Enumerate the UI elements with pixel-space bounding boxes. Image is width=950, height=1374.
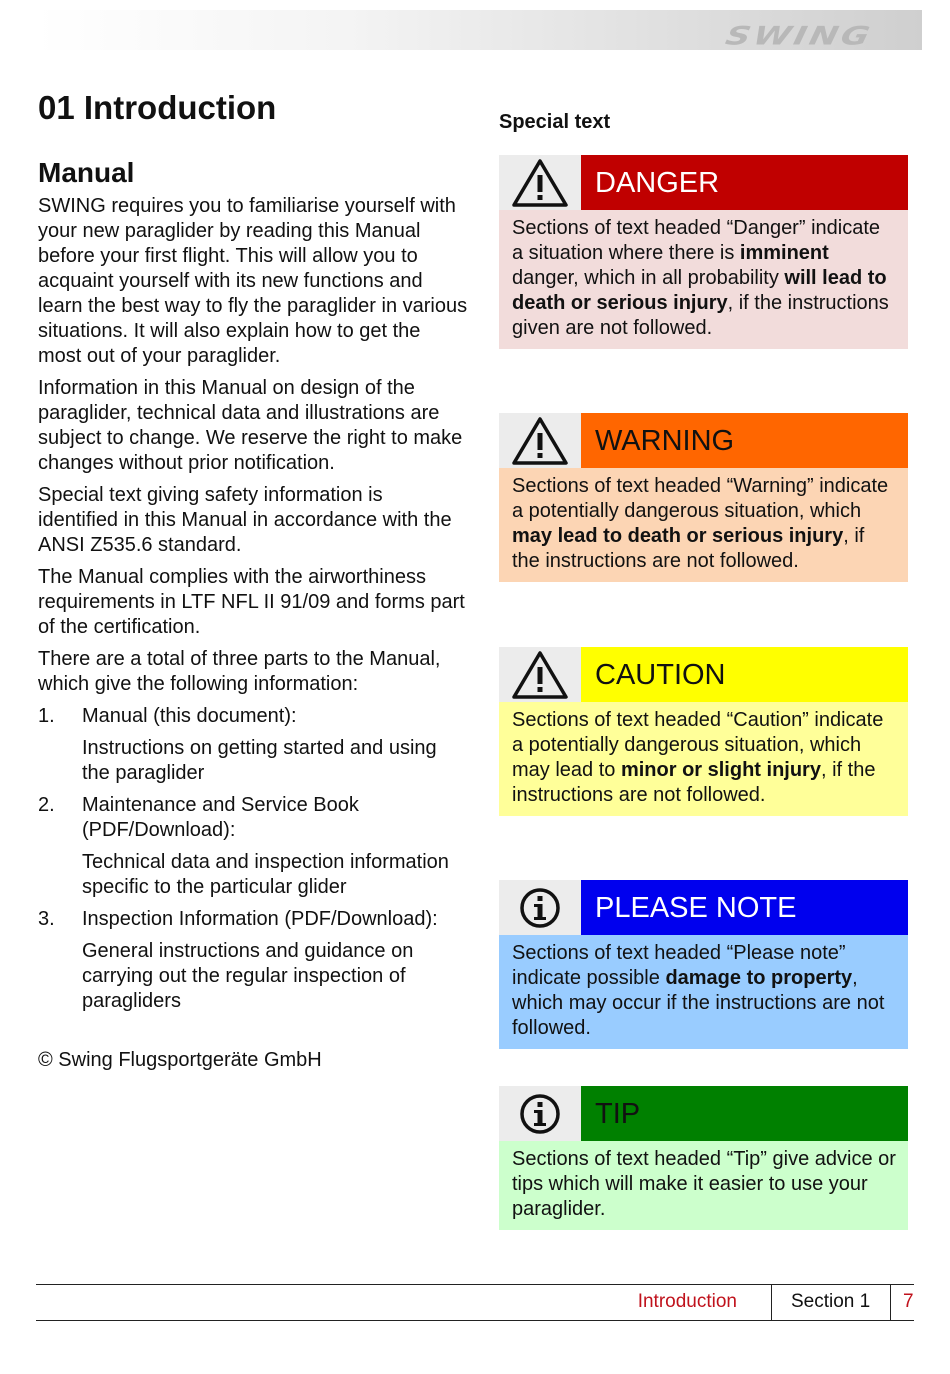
notice-text: Sections of text headed “Please note” indicate possible <box>512 942 846 989</box>
footer-divider <box>36 1320 914 1321</box>
footer-separator <box>771 1284 772 1321</box>
list-number: 2. <box>38 794 55 816</box>
page-number: 7 <box>903 1291 914 1312</box>
list-item-title: Manual (this document): <box>82 705 297 727</box>
paragraph: The Manual complies with the airworthiness requirements in LTF NFL II 91/09 and forms part of the certification. <box>38 566 465 638</box>
paragraph: Information in this Manual on design of the paraglider, technical data and illustrations are subject to change. We reserve the right to make changes without prior notification. <box>38 377 463 474</box>
notice-label: TIP <box>581 1086 908 1141</box>
list-item <box>38 793 468 843</box>
notice-text: Sections of text headed “Tip” give advice or tips which will make it easier to use your paraglider. <box>512 1148 896 1220</box>
notice-body <box>499 935 908 1049</box>
list-item <box>38 704 468 729</box>
warning-notice <box>499 413 908 582</box>
notice-body <box>499 702 908 816</box>
page-title: 01 Introduction <box>38 89 277 126</box>
notice-text: Sections of text headed “Danger” indicate a situation where there is <box>512 217 880 264</box>
copyright-notice: © Swing Flugsportgeräte GmbH <box>38 1049 322 1071</box>
notice-header <box>499 880 908 935</box>
notice-label: CAUTION <box>581 647 908 702</box>
info-circle-icon <box>499 880 581 935</box>
please-note-notice <box>499 880 908 1049</box>
notice-body <box>499 210 908 349</box>
notice-label: WARNING <box>581 413 908 468</box>
list-number: 3. <box>38 908 55 930</box>
list-item-description: General instructions and guidance on carrying out the regular inspection of paragliders <box>82 940 414 1012</box>
notice-text: , if the instructions given are not followed. <box>512 292 889 339</box>
paragraph: Special text giving safety information is identified in this Manual in accordance with the ANSI Z535.6 standard. <box>38 484 452 556</box>
notice-header <box>499 413 908 468</box>
list-item-title: Maintenance and Service Book (PDF/Download): <box>82 794 359 841</box>
list-number: 1. <box>38 705 55 727</box>
notice-header <box>499 155 908 210</box>
notice-emphasis: may lead to death or serious injury <box>512 525 844 547</box>
notice-emphasis: will lead to death or serious injury <box>512 267 887 314</box>
info-circle-icon <box>499 1086 581 1141</box>
swing-logo: SWING <box>722 21 876 51</box>
notice-header <box>499 1086 908 1141</box>
notice-text: , if the instructions are not followed. <box>512 759 876 806</box>
footer-section-label: Section 1 <box>791 1291 871 1312</box>
list-item <box>38 907 468 932</box>
list-item-title: Inspection Information (PDF/Download): <box>82 908 438 930</box>
notice-label: PLEASE NOTE <box>581 880 908 935</box>
list-item-description: Instructions on getting started and using the paraglider <box>82 737 437 784</box>
notice-body <box>499 468 908 582</box>
footer-separator <box>890 1284 891 1321</box>
notice-emphasis: damage to property <box>665 967 853 989</box>
notice-emphasis: imminent <box>739 242 829 264</box>
notice-emphasis: minor or slight injury <box>620 759 821 781</box>
list-item-description: Technical data and inspection information specific to the particular glider <box>82 851 449 898</box>
caution-notice <box>499 647 908 816</box>
notice-text: , if the instructions are not followed. <box>512 525 865 572</box>
notice-text: danger, which in all probability <box>512 267 785 289</box>
footer-divider <box>36 1284 914 1285</box>
tip-notice <box>499 1086 908 1230</box>
special-text-title: Special text <box>499 111 611 133</box>
warning-triangle-icon <box>499 647 581 702</box>
paragraph: SWING requires you to familiarise yourself with your new paraglider by reading this Manual before your first flight. This will allow you to acquaint yourself with its new functions and learn the best way to fly the paraglider in various situations. It will also explain how to get the most out of your paraglider. <box>38 195 468 367</box>
notice-text: , which may occur if the instructions are not followed. <box>512 967 885 1039</box>
notice-body <box>499 1141 908 1230</box>
warning-triangle-icon <box>499 155 581 210</box>
section-heading-manual: Manual <box>38 157 135 188</box>
danger-notice <box>499 155 908 349</box>
paragraph: There are a total of three parts to the Manual, which give the following information: <box>38 648 441 695</box>
warning-triangle-icon <box>499 413 581 468</box>
left-column <box>38 88 468 1073</box>
footer-chapter-name: Introduction <box>637 1291 737 1312</box>
notice-label: DANGER <box>581 155 908 210</box>
notice-text: Sections of text headed “Caution” indicate a potentially dangerous situation, which may lead to <box>512 709 884 781</box>
notice-text: Sections of text headed “Warning” indicate a potentially dangerous situation, which <box>512 475 889 522</box>
notice-header <box>499 647 908 702</box>
